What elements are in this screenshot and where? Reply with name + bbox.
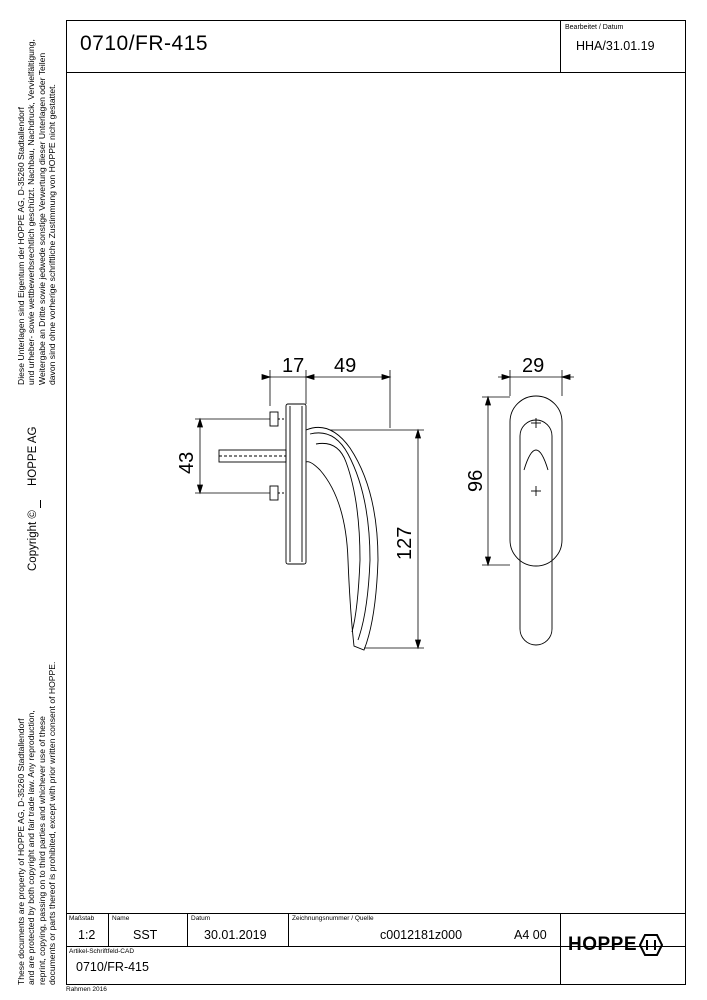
frame-label: Rahmen 2016: [66, 986, 107, 993]
article-label: Artikel-Schriftfeld-CAD: [69, 948, 135, 955]
tb-div-3: [288, 913, 289, 946]
drawing-number-value: c0012181z000: [380, 928, 463, 942]
german-notice: Diese Unterlagen sind Eigentum der HOPPE AG, D-35260 Stadtallendorf und urheber- sowie wettbewerbsrechtlich geschützt. Nachbau, Nachdruck, Vervielfältigung, Weitergabe an Dritte sowie jedwede sonstige Verwertung dieser Unterlagen oder Teilen davon sind ohne vorherige schriftliche Zustimmung von HOPPE nicht gestattet.: [16, 39, 58, 385]
scale-value: 1:2: [78, 928, 96, 942]
dim-127: 127: [394, 526, 416, 560]
edited-value: HHA/31.01.19: [576, 39, 655, 53]
hoppe-logo: [568, 933, 663, 957]
dimension-labels: [176, 355, 544, 560]
tb-div-2: [187, 913, 188, 946]
dim-49: 49: [334, 355, 357, 377]
tb-div-4: [560, 913, 561, 985]
title-block-top: [66, 913, 686, 914]
date-label: Datum: [191, 915, 211, 922]
drawing-number-label: Zeichnungsnummer / Quelle: [292, 915, 374, 922]
article-value: 0710/FR-415: [76, 960, 149, 974]
scale-label: Maßstab: [69, 915, 95, 922]
page-title: 0710/FR-415: [80, 32, 209, 55]
name-label: Name: [112, 915, 130, 922]
dim-29: 29: [522, 355, 545, 377]
handle-front-view: [510, 396, 562, 645]
company-name: HOPPE AG: [27, 426, 39, 486]
hoppe-logo-icon: [639, 934, 663, 956]
english-notice: These documents are property of HOPPE AG, D-35260 Stadtallendorf and are protected by both copyright and fair trade law. Any reproduction, reprint, copying, passing on to third parties and whichever use of these documents or parts thereof is prohibited, except with prior written consent of HOPPE.: [16, 661, 58, 985]
copyright-label: Copyright ©: [27, 510, 39, 571]
dim-43: 43: [176, 451, 198, 474]
rosette-side-view: [219, 404, 306, 564]
dimension-lines: [195, 370, 574, 648]
hoppe-logo-text: HOPPE: [568, 934, 638, 955]
tb-div-1: [108, 913, 109, 946]
date-value: 30.01.2019: [204, 928, 267, 942]
dim-17: 17: [282, 355, 305, 377]
edited-label: Bearbeitet / Datum: [565, 24, 624, 31]
dim-96: 96: [465, 469, 487, 492]
format-value: A4 00: [514, 928, 547, 942]
handle-side-view: [306, 427, 378, 650]
name-value: SST: [133, 928, 158, 942]
